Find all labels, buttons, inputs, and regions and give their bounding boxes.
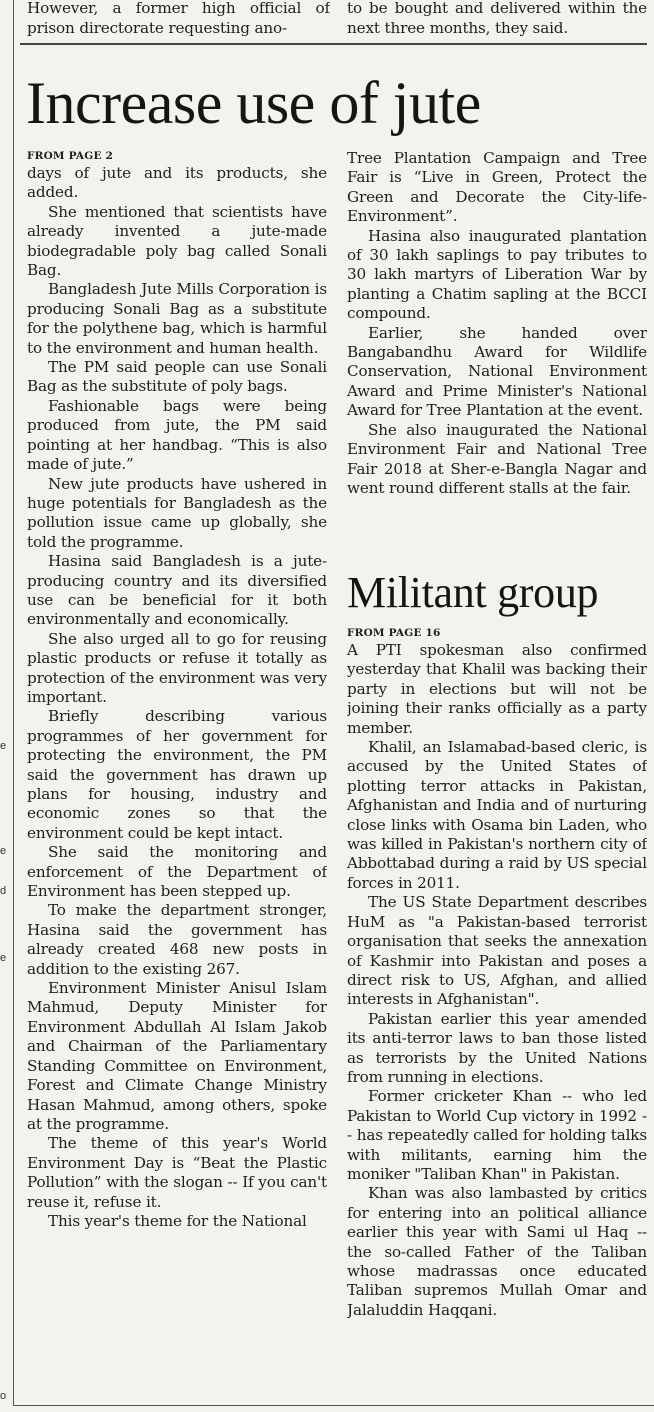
gutter-mark: d [0,885,7,897]
paragraph: Briefly describing various programmes of her government for protecting the environment, the PM said the government has drawn up plans for housing, industry and economic zones so that the environment could be kept intact. [27,707,327,842]
paragraph: Hasina also inaugurated plantation of 30 lakh saplings to pay tributes to 30 lakh martyrs of Liberation War by planting a Chatim sapling at the BCCI compound. [347,226,647,323]
gutter-mark: e [0,845,7,857]
jute-article-column-right [347,149,647,563]
paragraph: Khan was also lambasted by critics for entering into an political alliance earlier this year with Sami ul Haq -- the so-called Father of the Taliban whose madrassas once educated Taliban supremos Mullah Omar and Jalaluddin Haqqani. [347,1184,647,1319]
paragraph: She also inaugurated the National Environment Fair and National Tree Fair 2018 at Sher-e-Bangla Nagar and went round different stalls at the fair. [347,420,647,497]
paragraph: The theme of this year's World Environment Day is “Beat the Plastic Pollution” with the slogan -- If you can't reuse it, refuse it. [27,1134,327,1211]
left-column-rule [13,0,14,1406]
paragraph: Khalil, an Islamabad-based cleric, is accused by the United States of plotting terror attacks in Pakistan, Afghanistan and India and of nurturing close links with Osama bin Laden, who was killed in Pakistan's northern city of Abbottabad during a raid by US special forces in 2011. [347,738,647,892]
paragraph: New jute products have ushered in huge potentials for Bangladesh as the pollution issue came up globally, she told the programme. [27,474,327,551]
paragraph: She also urged all to go for reusing plastic products or refuse it totally as protection of the environment was very important. [27,629,327,706]
paragraph: Environment Minister Anisul Islam Mahmud, Deputy Minister for Environment Abdullah Al Islam Jakob and Chairman of the Parliamentary Standing Committee on Environment, Forest and Climate Change Ministry Hasan Mahmud, among others, spoke at the programme. [27,979,327,1133]
paragraph: Earlier, she handed over Bangabandhu Award for Wildlife Conservation, National Environment Award and Prime Minister's National Award for Tree Plantation at the event. [347,323,647,420]
jute-article-body-left [27,164,327,1231]
gutter-mark: o [0,1390,7,1402]
gutter-mark: e [0,740,7,752]
jute-article-column-left [27,149,327,1411]
paragraph: This year's theme for the National [48,1211,307,1230]
paragraph: to be bought and delivered within the next three months, they said. [347,0,647,37]
jute-article-body-right [347,149,647,498]
militant-article-body [347,641,647,1320]
paragraph: Bangladesh Jute Mills Corporation is producing Sonali Bag as a substitute for the polythene bag, which is harmful to the environment and human health. [27,280,327,357]
jute-article-kicker: FROM PAGE 2 [27,150,114,162]
article-separator [20,43,647,45]
paragraph: She mentioned that scientists have already invented a jute-made biodegradable poly bag called Sonali Bag. [27,202,327,280]
paragraph: However, a former high official of prison directorate requesting ano- [27,0,330,37]
jute-article-headline: Increase use of jute [26,70,481,136]
militant-article-column [347,626,647,1412]
militant-article-headline: Militant group [347,568,599,617]
paragraph: The US State Department describes HuM as "a Pakistan-based terrorist organisation that seeks the annexation of Kashmir into Pakistan and poses a direct risk to US, Afghan, and allied interests in Afghanistan". [347,893,647,1009]
previous-article-right-tail [347,0,647,44]
paragraph: A PTI spokesman also confirmed yesterday that Khalil was backing their party in elections but will not be joining their ranks officially as a party member. [347,641,647,737]
paragraph: Fashionable bags were being produced from jute, the PM said pointing at her handbag. “This is also made of jute.” [27,396,327,474]
paragraph: To make the department stronger, Hasina said the government has already created 468 new posts in addition to the existing 267. [27,901,327,978]
paragraph: She said the monitoring and enforcement of the Department of Environment has been stepped up. [27,843,327,901]
previous-article-left-tail [27,0,330,44]
gutter-mark: e [0,952,7,964]
paragraph: Tree Plantation Campaign and Tree Fair is “Live in Green, Protect the Green and Decorate the City-life-Environment”. [347,149,647,226]
paragraph: Hasina said Bangladesh is a jute-producing country and its diversified use can be beneficial for it both environmentally and economically. [27,552,327,629]
paragraph: The PM said people can use Sonali Bag as the substitute of poly bags. [27,358,327,396]
paragraph: Former cricketer Khan -- who led Pakistan to World Cup victory in 1992 -- has repeatedly called for holding talks with militants, earning him the moniker "Taliban Khan" in Pakistan. [347,1087,647,1183]
paragraph: Pakistan earlier this year amended its anti-terror laws to ban those listed as terrorists by the United Nations from running in elections. [347,1009,647,1086]
militant-article-kicker: FROM PAGE 16 [347,627,441,639]
paragraph: days of jute and its products, she added. [27,164,327,202]
